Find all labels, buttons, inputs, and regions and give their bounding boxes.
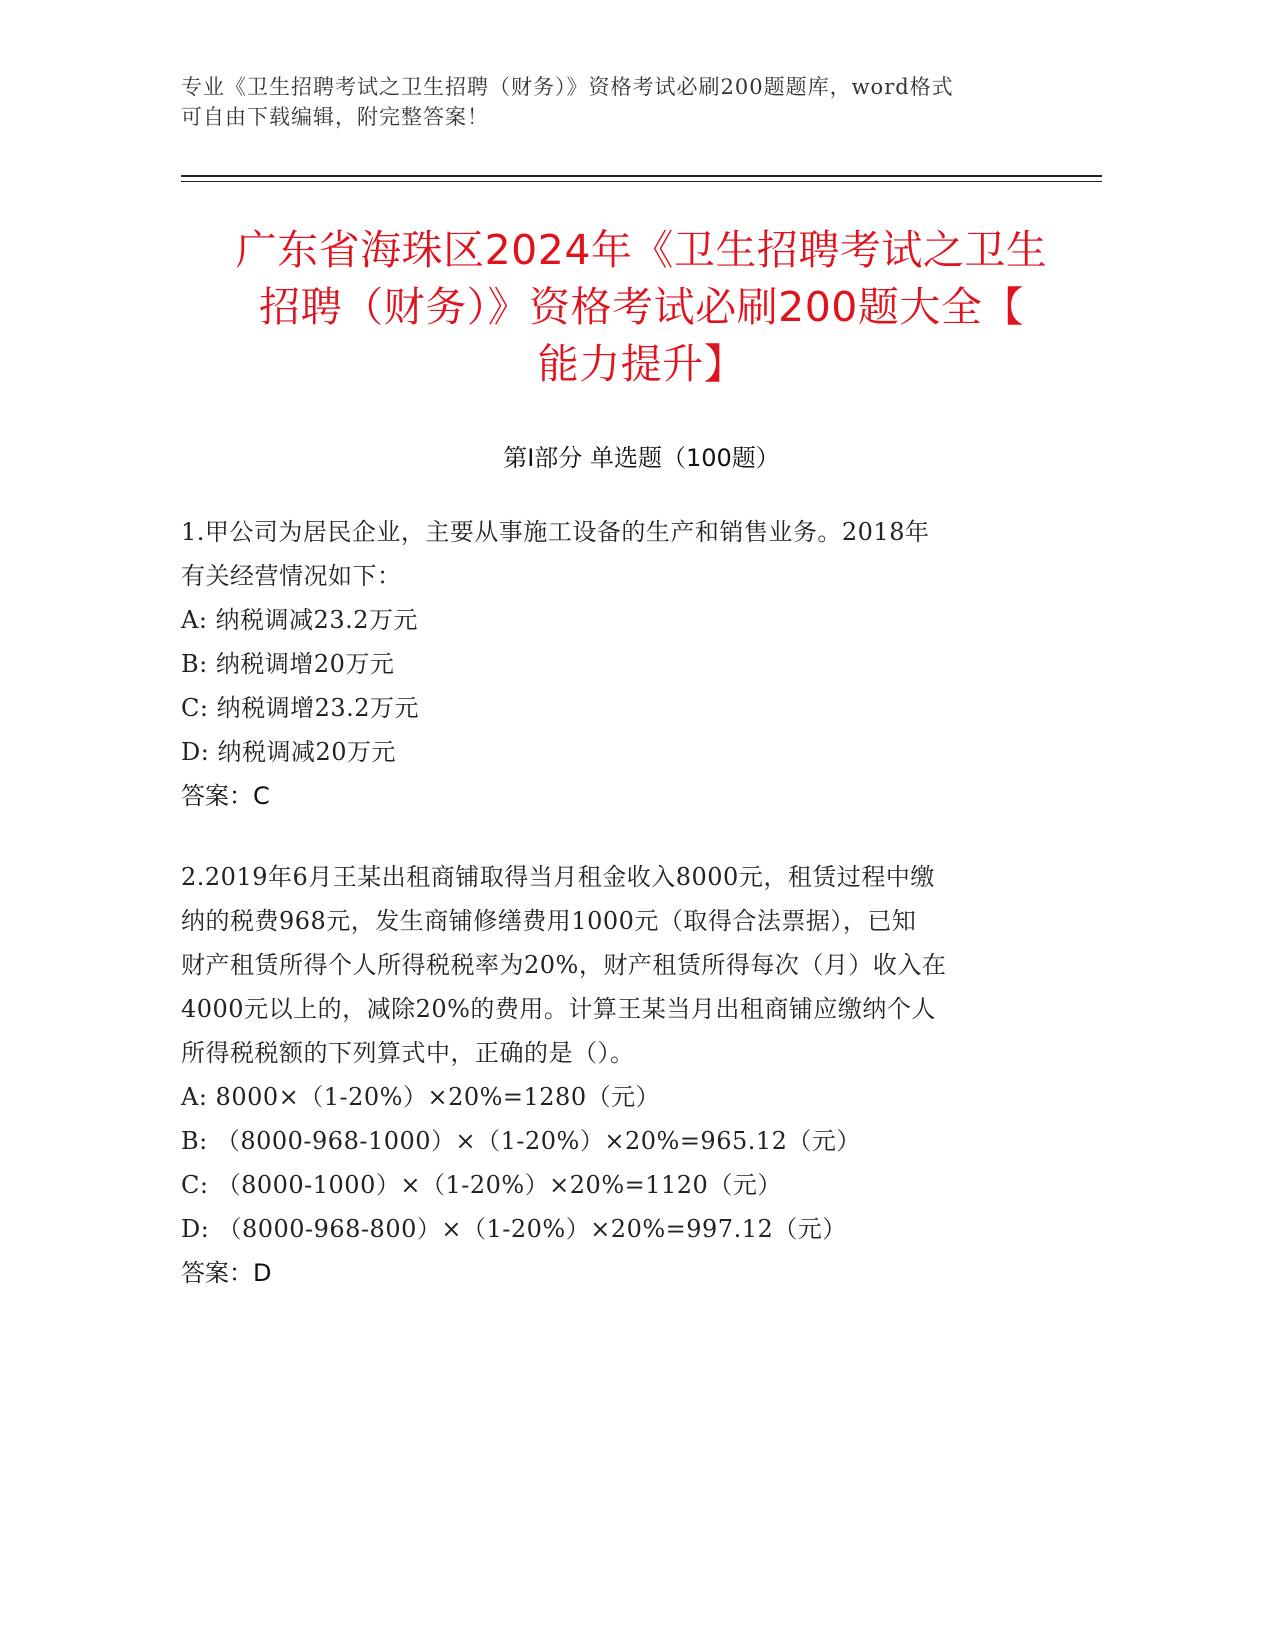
option-d: D: （8000-968-800）×（1-20%）×20%=997.12（元） (181, 1215, 847, 1243)
option-c: C: 纳税调增23.2万元 (181, 694, 420, 722)
document-header (181, 72, 1031, 132)
stem-line: 纳的税费968元，发生商铺修缮费用1000元（取得合法票据），已知 (181, 907, 917, 935)
option-b: B: （8000-968-1000）×（1-20%）×20%=965.12（元） (181, 1127, 861, 1155)
stem-line: 4000元以上的，减除20%的费用。计算王某当月出租商铺应缴纳个人 (181, 995, 936, 1023)
question-2 (181, 855, 1051, 1295)
title-line-1: 广东省海珠区2024年《卫生招聘考试之卫生 (235, 226, 1048, 274)
question-stem (181, 855, 1051, 1075)
header-divider-thin (181, 181, 1102, 182)
option-b: B: 纳税调增20万元 (181, 650, 395, 678)
title-line-3: 能力提升】 (537, 340, 746, 388)
question-1 (181, 510, 1051, 818)
document-title (181, 222, 1102, 393)
stem-line: 所得税税额的下列算式中，正确的是（）。 (181, 1039, 635, 1067)
stem-line: 2.2019年6月王某出租商铺取得当月租金收入8000元，租赁过程中缴 (181, 863, 935, 891)
section-heading: 第Ⅰ部分 单选题（100题） (503, 444, 780, 472)
header-divider-thick (181, 175, 1102, 177)
title-line-2: 招聘（财务）》资格考试必刷200题大全【 (259, 283, 1024, 331)
header-line-2: 可自由下载编辑，附完整答案！ (181, 105, 489, 129)
option-a: A: 纳税调减23.2万元 (181, 606, 418, 634)
stem-line: 1.甲公司为居民企业，主要从事施工设备的生产和销售业务。2018年 (181, 518, 930, 546)
answer: 答案：C (181, 782, 270, 810)
option-d: D: 纳税调减20万元 (181, 738, 396, 766)
option-a: A: 8000×（1-20%）×20%=1280（元） (181, 1083, 661, 1111)
stem-line: 有关经营情况如下： (181, 562, 402, 590)
option-c: C: （8000-1000）×（1-20%）×20%=1120（元） (181, 1171, 782, 1199)
question-stem (181, 510, 1051, 598)
header-line-1: 专业《卫生招聘考试之卫生招聘（财务）》资格考试必刷200题题库，word格式 (181, 75, 954, 99)
stem-line: 财产租赁所得个人所得税税率为20%，财产租赁所得每次（月）收入在 (181, 951, 947, 979)
answer: 答案：D (181, 1259, 272, 1287)
